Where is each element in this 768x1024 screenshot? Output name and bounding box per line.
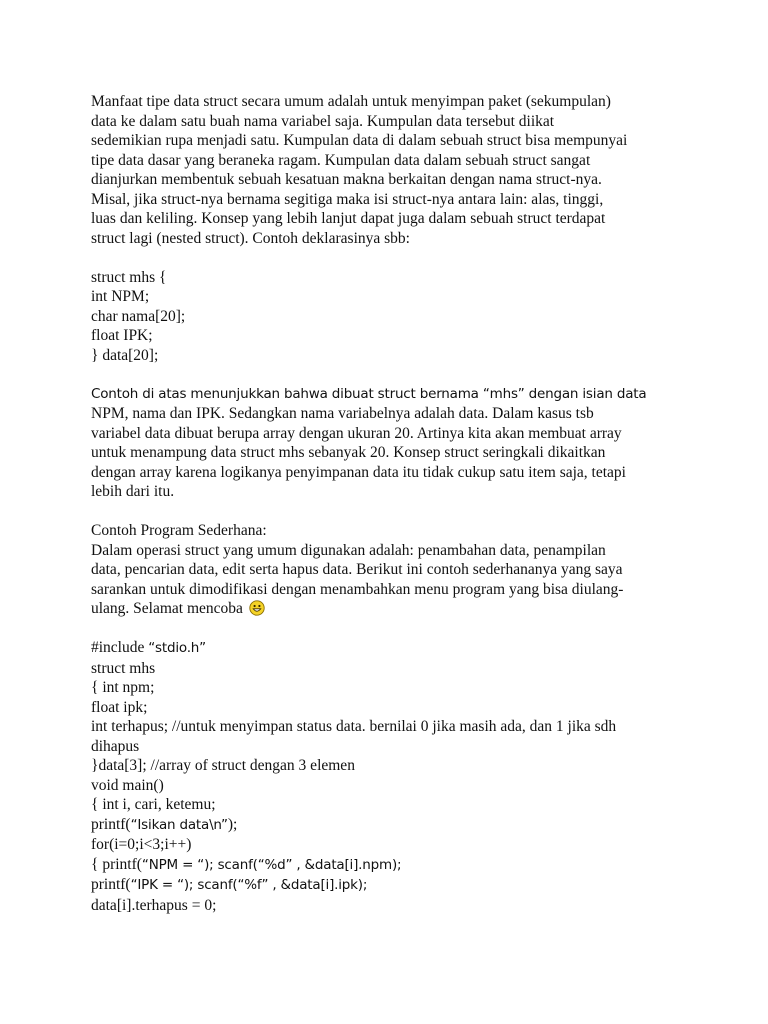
paragraph-line: sedemikian rupa menjadi satu. Kumpulan data di dalam sebuah struct bisa mempunyai — [91, 132, 628, 149]
paragraph-line: dengan array karena logikanya penyimpanan data itu tidak cukup satu item saja, tetapi — [91, 463, 626, 481]
code-line: struct mhs { — [91, 268, 167, 286]
paragraph-line: Misal, jika struct-nya bernama segitiga maka isi struct-nya antara lain: alas, tinggi, — [91, 190, 604, 208]
code-text: “Isikan data\n” — [130, 816, 228, 833]
code-line: } data[20]; — [91, 346, 159, 364]
code-line: struct mhs — [91, 659, 156, 677]
paragraph-line: tipe data dasar yang beraneka ragam. Kumpulan data dalam sebuah struct sangat — [91, 151, 591, 169]
paragraph-line: dianjurkan membentuk sebuah kesatuan makna berkaitan dengan nama struct-nya. — [91, 171, 602, 188]
paragraph-line: untuk menampung data struct mhs sebanyak 20. Konsep struct seringkali dikaitkan — [91, 444, 606, 461]
code-text: “IPK = “); scanf(“%f” , &data[i].ipk); — [130, 877, 368, 893]
program-code — [91, 638, 691, 915]
paragraph-line: Manfaat tipe data struct secara umum adalah untuk menyimpan paket (sekumpulan) — [91, 93, 611, 110]
paragraph-line: variabel data dibuat berupa array dengan ukuran 20. Artinya kita akan membuat array — [91, 424, 622, 442]
paragraph-gap — [91, 619, 691, 639]
struct-declaration-code — [91, 268, 691, 366]
code-line: { int i, cari, ketemu; — [91, 796, 216, 813]
code-line: void main() — [91, 776, 164, 794]
paragraph-text: ulang. Selamat mencoba — [91, 600, 243, 617]
section-heading: Contoh Program Sederhana: — [91, 522, 267, 539]
code-line: float ipk; — [91, 698, 148, 716]
code-text: { printf( — [91, 855, 142, 873]
document-page — [91, 92, 691, 915]
code-line: }data[3]; //array of struct dengan 3 elemen — [91, 757, 355, 774]
explanation-paragraph — [91, 385, 691, 502]
paragraph-line-with-smiley — [91, 599, 691, 619]
paragraph-gap — [91, 365, 691, 385]
paragraph-line: sarankan untuk dimodifikasi dengan menambahkan menu program yang bisa diulang- — [91, 580, 624, 598]
smiley-face-icon — [249, 600, 265, 616]
code-line: { int npm; — [91, 679, 155, 696]
code-line: float IPK; — [91, 327, 153, 344]
paragraph-gap — [91, 248, 691, 268]
code-line — [91, 875, 691, 896]
paragraph-line: luas dan keliling. Konsep yang lebih lanjut dapat juga dalam sebuah struct terdapat — [91, 210, 606, 227]
paragraph-line: Dalam operasi struct yang umum digunakan adalah: penambahan data, penampilan — [91, 541, 606, 559]
code-text: #include — [91, 639, 149, 656]
code-line — [91, 855, 691, 876]
intro-paragraph — [91, 92, 691, 248]
paragraph-line: data, pencarian data, edit serta hapus data. Berikut ini contoh sederhananya yang saya — [91, 561, 623, 578]
code-line: dihapus — [91, 737, 140, 755]
code-line — [91, 815, 691, 836]
code-line: char nama[20]; — [91, 307, 186, 325]
code-line — [91, 638, 691, 659]
code-line: data[i].terhapus = 0; — [91, 896, 217, 914]
code-text: printf( — [91, 876, 131, 893]
code-text: printf( — [91, 815, 131, 833]
code-text: “NPM = “); scanf(“%d” , &data[i].npm); — [141, 856, 402, 873]
code-line: int NPM; — [91, 288, 150, 305]
code-line: int terhapus; //untuk menyimpan status data. bernilai 0 jika masih ada, dan 1 jika sdh — [91, 718, 617, 735]
code-line: for(i=0;i<3;i++) — [91, 836, 192, 853]
program-section — [91, 521, 691, 619]
code-text: “stdio.h” — [148, 640, 206, 656]
paragraph-line: lebih dari itu. — [91, 483, 175, 500]
paragraph-gap — [91, 502, 691, 522]
paragraph-line: Contoh di atas menunjukkan bahwa dibuat struct bernama “mhs” dengan isian data — [91, 385, 647, 402]
paragraph-line: data ke dalam satu buah nama variabel saja. Kumpulan data tersebut diikat — [91, 112, 555, 130]
paragraph-line: NPM, nama dan IPK. Sedangkan nama variabelnya adalah data. Dalam kasus tsb — [91, 405, 594, 422]
paragraph-line: struct lagi (nested struct). Contoh deklarasinya sbb: — [91, 229, 410, 247]
code-text: ); — [227, 815, 238, 833]
